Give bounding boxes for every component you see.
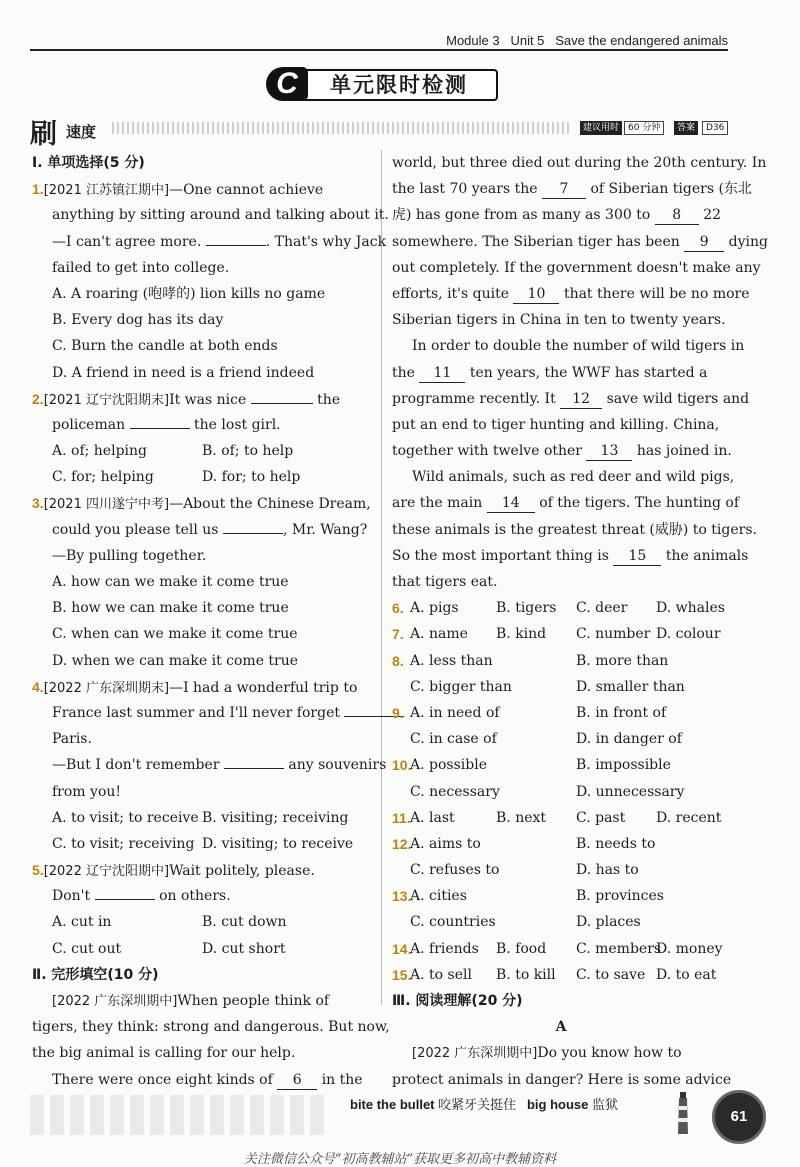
cloze-option-row	[392, 752, 730, 778]
cloze-option-row	[392, 595, 730, 621]
reading-line1	[392, 1040, 730, 1066]
cloze-option-d[interactable]: D. colour	[656, 626, 721, 643]
cloze-option-b[interactable]: B. kind	[496, 626, 547, 643]
cloze-text: There were once eight kinds of	[52, 1071, 273, 1088]
cloze-r4	[392, 229, 768, 255]
cloze-option-a[interactable]: A. pigs	[410, 600, 459, 617]
cloze-option-d[interactable]: D. smaller than	[576, 678, 685, 695]
cloze-blank-13[interactable]: 13	[586, 442, 632, 461]
cloze-blank-12[interactable]: 12	[560, 390, 602, 409]
cloze-text: the	[392, 364, 415, 381]
cloze-r12	[392, 438, 730, 464]
idiom1: bite the bullet	[350, 1097, 435, 1112]
cloze-option-indent	[392, 674, 410, 700]
cloze-option-c[interactable]: C. in case of	[410, 731, 497, 748]
cloze-option-c[interactable]: C. number	[576, 626, 651, 643]
cloze-option-number: 15.	[392, 966, 412, 983]
cloze-option-row	[392, 674, 730, 700]
lighthouse-icon	[676, 1088, 690, 1136]
cloze-blank-15[interactable]: 15	[613, 547, 661, 566]
cloze-r9	[392, 360, 730, 386]
cloze-option-c[interactable]: C. deer	[576, 600, 628, 617]
cloze-option-a[interactable]: A. cities	[410, 888, 467, 905]
title-c-logo: C	[266, 67, 308, 101]
cloze-text: are the main	[392, 495, 483, 512]
q5-text: Don't	[52, 888, 91, 905]
cloze-option-c[interactable]: C. countries	[410, 914, 496, 931]
q4-line2	[32, 700, 372, 726]
cloze-option-number: 14.	[392, 940, 412, 957]
q4-text: any souvenirs	[288, 757, 387, 774]
cloze-text: save wild tigers and	[606, 390, 750, 407]
unit-title: Save the endangered animals	[555, 33, 728, 48]
cloze-option-number: 11.	[392, 809, 411, 826]
page-number: 61	[712, 1090, 766, 1144]
q4-option-c[interactable]: C. to visit; receiving	[52, 835, 195, 852]
cloze-option-a[interactable]: A. name	[410, 626, 468, 643]
cloze-r5: out completely. If the government doesn't make any	[392, 259, 761, 276]
q2-line2	[32, 412, 372, 438]
q5-option-a[interactable]: A. cut in	[52, 914, 112, 931]
left-column	[32, 150, 390, 1093]
q3-option-c[interactable]: C. when can we make it come true	[52, 626, 298, 643]
q4-blank-2[interactable]	[224, 768, 284, 769]
q5-options-cd	[32, 936, 372, 962]
cloze-option-number: 12.	[392, 835, 412, 852]
q1-line2: anything by sitting around and talking about it.	[52, 207, 389, 224]
cloze-option-row	[392, 779, 730, 805]
q2-blank-1[interactable]	[251, 403, 313, 404]
cloze-option-c[interactable]: C. members	[576, 940, 662, 957]
reading-text: Do you know how to	[537, 1045, 682, 1062]
cloze-line1	[32, 988, 372, 1014]
answer-page: D36	[702, 121, 728, 135]
q3-source: [2021 四川遂宁中考]	[43, 497, 170, 513]
right-column	[392, 150, 768, 1093]
cloze-line3: the big animal is calling for our help.	[32, 1045, 296, 1062]
cloze-option-number: 7.	[392, 626, 404, 643]
reading-source: [2022 广东深圳期中]	[412, 1046, 538, 1062]
footer-idioms	[350, 1094, 618, 1113]
cloze-option-row	[392, 621, 730, 647]
cloze-option-row	[392, 936, 730, 962]
q1-number: 1.	[32, 181, 44, 198]
cloze-option-indent	[392, 857, 410, 883]
q4-options-cd	[32, 831, 372, 857]
cloze-option-indent	[392, 779, 410, 805]
cloze-text: the last 70 years the	[392, 181, 538, 198]
q5-number: 5.	[32, 862, 44, 879]
page-title: 单元限时检测	[300, 69, 498, 101]
cloze-r7: Siberian tigers in China in ten to twenty years.	[392, 312, 726, 329]
answer-label: 答案	[674, 121, 698, 135]
cloze-text: So the most important thing is	[392, 547, 609, 564]
cloze-blank-8[interactable]: 8	[655, 206, 699, 225]
cloze-text: efforts, it's quite	[392, 285, 510, 302]
cloze-text: of Siberian tigers (东北	[590, 181, 752, 198]
module-label: Module 3	[446, 33, 500, 48]
q2-blank-2[interactable]	[130, 428, 190, 429]
cloze-blank-7[interactable]: 7	[542, 180, 586, 199]
q4-option-a[interactable]: A. to visit; to receive	[52, 809, 199, 826]
q2-text: the lost girl.	[194, 416, 281, 433]
q4-line3: Paris.	[52, 731, 92, 748]
cloze-option-d[interactable]: D. has to	[576, 862, 639, 879]
q3-line1	[32, 490, 372, 516]
q1-option-c[interactable]: C. Burn the candle at both ends	[52, 338, 278, 355]
q4-options-ab	[32, 805, 372, 831]
q4-option-d[interactable]: D. visiting; to receive	[202, 835, 354, 852]
cloze-option-a[interactable]: A. aims to	[410, 835, 481, 852]
cloze-option-b[interactable]: B. next	[496, 809, 547, 826]
q5-option-d[interactable]: D. cut short	[202, 940, 286, 957]
q1-blank[interactable]	[206, 245, 266, 246]
section-title-banner	[266, 67, 498, 101]
cloze-r17: that tigers eat.	[392, 574, 498, 590]
cloze-r11: put an end to tiger hunting and killing. China,	[392, 416, 720, 433]
section1-heading: Ⅰ. 单项选择(5 分)	[32, 155, 145, 171]
q3-number: 3.	[32, 495, 44, 512]
cloze-option-d[interactable]: D. recent	[656, 809, 722, 826]
cloze-line2: tigers, they think: strong and dangerous. But now,	[32, 1019, 390, 1036]
cloze-r3	[392, 202, 730, 228]
cloze-option-d[interactable]: D. unnecessary	[576, 783, 685, 800]
cloze-option-row	[392, 909, 730, 935]
q5-options-ab	[32, 909, 372, 935]
q2-text: policeman	[52, 416, 126, 433]
reading-line2: protect animals in danger? Here is some advice	[392, 1071, 732, 1088]
cloze-source: [2022 广东深圳期中]	[52, 994, 178, 1009]
suggest-time-value: 60 分钟	[624, 121, 664, 135]
shua-label: 刷	[30, 119, 57, 150]
cloze-option-row	[392, 726, 730, 752]
cloze-option-row	[392, 700, 730, 726]
q5-option-c[interactable]: C. cut out	[52, 940, 122, 957]
cloze-option-c[interactable]: C. to save	[576, 966, 646, 983]
cloze-option-d[interactable]: D. whales	[656, 600, 725, 617]
cloze-option-number: 9.	[392, 704, 404, 721]
column-divider	[381, 150, 382, 1005]
q5-text: on others.	[159, 888, 231, 905]
cloze-option-b[interactable]: B. needs to	[576, 835, 656, 852]
cloze-option-number: 13.	[392, 888, 412, 905]
cloze-option-d[interactable]: D. places	[576, 914, 641, 931]
cloze-text: ten years, the WWF has started a	[469, 364, 708, 381]
q4-text: —But I don't remember	[52, 757, 220, 774]
cloze-option-row	[392, 831, 730, 857]
q3-text: —About the Chinese Dream,	[169, 496, 371, 513]
cloze-r15: these animals is the greatest threat (威胁) to tigers.	[392, 521, 757, 538]
q4-source: [2022 广东深圳期末]	[43, 680, 170, 696]
q5-text: Wait politely, please.	[169, 863, 315, 880]
idiom2-cn: 监狱	[592, 1098, 619, 1113]
q1-line3	[32, 229, 387, 255]
idiom2: big house	[526, 1097, 589, 1112]
cloze-blank-10[interactable]: 10	[513, 285, 559, 304]
cloze-r8: In order to double the number of wild tigers in	[412, 338, 745, 355]
cloze-blank-11[interactable]: 11	[419, 364, 465, 383]
cloze-option-b[interactable]: B. provinces	[576, 888, 664, 905]
q3-line2	[32, 517, 372, 543]
faded-watermark	[30, 1095, 330, 1135]
q2-text: It was nice	[169, 391, 247, 408]
q1-line1	[32, 176, 372, 202]
bottom-note: 关注微信公众号“初高教辅站”获取更多初高中教辅资料	[243, 1152, 557, 1167]
q1-text: . That's why Jack	[265, 233, 387, 250]
suggest-time-label: 建议用时	[580, 121, 622, 135]
cloze-option-b[interactable]: B. to kill	[496, 966, 556, 983]
q1-text: —I can't agree more.	[52, 233, 202, 250]
cloze-option-c[interactable]: C. necessary	[410, 783, 500, 800]
q1-text: —One cannot achieve	[169, 182, 324, 199]
cloze-r13: Wild animals, such as red deer and wild pigs,	[412, 469, 735, 486]
q2-options-cd	[32, 464, 372, 490]
cloze-option-number: 8.	[392, 652, 404, 669]
q2-option-c[interactable]: C. for; helping	[52, 469, 154, 486]
cloze-option-d[interactable]: D. to eat	[656, 966, 717, 983]
cloze-text: together with twelve other	[392, 443, 582, 460]
cloze-option-c[interactable]: C. past	[576, 809, 626, 826]
q2-line1	[32, 386, 372, 412]
cloze-text: When people think of	[177, 993, 330, 1009]
cloze-option-d[interactable]: D. in danger of	[576, 731, 682, 748]
cloze-r14	[392, 490, 740, 516]
cloze-r10	[392, 386, 750, 412]
q2-option-d[interactable]: D. for; to help	[202, 469, 301, 486]
cloze-text: has joined in.	[636, 443, 732, 460]
cloze-option-a[interactable]: A. last	[410, 809, 455, 826]
q3-line3: —By pulling together.	[52, 547, 207, 564]
q4-option-b[interactable]: B. visiting; receiving	[202, 809, 349, 826]
cloze-option-number: 10.	[392, 757, 412, 774]
section3-heading: Ⅲ. 阅读理解(20 分)	[392, 993, 523, 1009]
q1-source: [2021 江苏镇江期中]	[43, 183, 170, 199]
q1-option-a[interactable]: A. A roaring (咆哮的) lion kills no game	[52, 285, 326, 302]
q4-number: 4.	[32, 678, 44, 695]
cloze-option-c[interactable]: C. bigger than	[410, 678, 512, 695]
cloze-options	[392, 595, 730, 988]
cloze-option-b[interactable]: B. impossible	[576, 757, 671, 774]
q2-number: 2.	[32, 390, 44, 407]
cloze-text: in the	[321, 1071, 363, 1088]
cloze-option-b[interactable]: B. in front of	[576, 704, 667, 721]
q4-text: France last summer and I'll never forget	[52, 704, 340, 721]
q4-line1	[32, 674, 372, 700]
cloze-blank-6[interactable]: 6	[277, 1071, 317, 1090]
cloze-option-row	[392, 805, 730, 831]
cloze-option-a[interactable]: A. possible	[410, 757, 487, 774]
cloze-option-a[interactable]: A. to sell	[410, 966, 472, 983]
idiom1-cn: 咬紧牙关挺住	[438, 1098, 517, 1113]
cloze-option-a[interactable]: A. friends	[410, 940, 479, 957]
cloze-blank-14[interactable]: 14	[487, 494, 535, 513]
q2-option-a[interactable]: A. of; helping	[52, 443, 147, 460]
q5-option-b[interactable]: B. cut down	[202, 914, 287, 931]
q5-line1	[32, 857, 372, 883]
q1-option-b[interactable]: B. Every dog has its day	[52, 312, 224, 329]
cloze-text: of the tigers. The hunting of	[539, 495, 740, 512]
q4-text: —I had a wonderful trip to	[169, 679, 358, 696]
cloze-r2	[392, 176, 752, 202]
cloze-option-b[interactable]: B. tigers	[496, 600, 557, 617]
cloze-option-row	[392, 883, 730, 909]
cloze-text: 虎) has gone from as many as 300 to	[392, 207, 651, 224]
q3-text: , Mr. Wang?	[282, 521, 368, 538]
q4-line5: from you!	[52, 783, 122, 800]
q2-options-ab	[32, 438, 372, 464]
cloze-line4	[32, 1067, 372, 1093]
cloze-r6	[392, 281, 750, 307]
dotted-rule	[112, 122, 572, 134]
q3-option-b[interactable]: B. how we can make it come true	[52, 600, 289, 617]
cloze-option-b[interactable]: B. more than	[576, 652, 669, 669]
q2-source: [2021 辽宁沈阳期末]	[43, 392, 170, 408]
cloze-text: somewhere. The Siberian tiger has been	[392, 233, 680, 250]
cloze-blank-9[interactable]: 9	[684, 233, 724, 252]
running-header	[446, 33, 728, 48]
cloze-option-row	[392, 962, 730, 988]
cloze-r16	[392, 543, 749, 569]
q5-line2	[32, 883, 372, 909]
cloze-text: dying	[728, 233, 768, 250]
q1-option-d[interactable]: D. A friend in need is a friend indeed	[52, 364, 315, 381]
cloze-option-a[interactable]: A. in need of	[410, 704, 500, 721]
cloze-option-number: 6.	[392, 600, 404, 617]
cloze-option-d[interactable]: D. money	[656, 940, 723, 957]
q3-text: could you please tell us	[52, 521, 219, 538]
cloze-option-a[interactable]: A. less than	[410, 652, 493, 669]
q2-text: the	[317, 391, 341, 408]
reading-part-a: A	[555, 1019, 567, 1036]
cloze-option-c[interactable]: C. refuses to	[410, 862, 500, 879]
cloze-option-indent	[392, 726, 410, 752]
header-rule	[30, 49, 728, 51]
unit-label: Unit 5	[510, 33, 545, 48]
cloze-text: that there will be no more	[563, 285, 750, 302]
q5-source: [2022 辽宁沈阳期中]	[43, 864, 170, 880]
q2-option-b[interactable]: B. of; to help	[202, 443, 294, 460]
cloze-text: the animals	[665, 547, 749, 564]
q3-option-a[interactable]: A. how can we make it come true	[52, 574, 289, 590]
cloze-text: 22	[703, 207, 722, 224]
section2-heading: Ⅱ. 完形填空(10 分)	[32, 966, 159, 983]
cloze-option-b[interactable]: B. food	[496, 940, 547, 957]
q1-line4: failed to get into college.	[52, 259, 230, 276]
q5-blank[interactable]	[95, 899, 155, 900]
cloze-option-indent	[392, 909, 410, 935]
q3-blank[interactable]	[223, 533, 283, 534]
cloze-text: programme recently. It	[392, 390, 556, 407]
q4-line4	[32, 752, 387, 778]
sudu-label: 速度	[66, 123, 97, 141]
cloze-r1: world, but three died out during the 20th century. In	[392, 155, 767, 171]
q3-option-d[interactable]: D. when we can make it come true	[52, 652, 299, 669]
cloze-option-row	[392, 648, 730, 674]
cloze-option-row	[392, 857, 730, 883]
